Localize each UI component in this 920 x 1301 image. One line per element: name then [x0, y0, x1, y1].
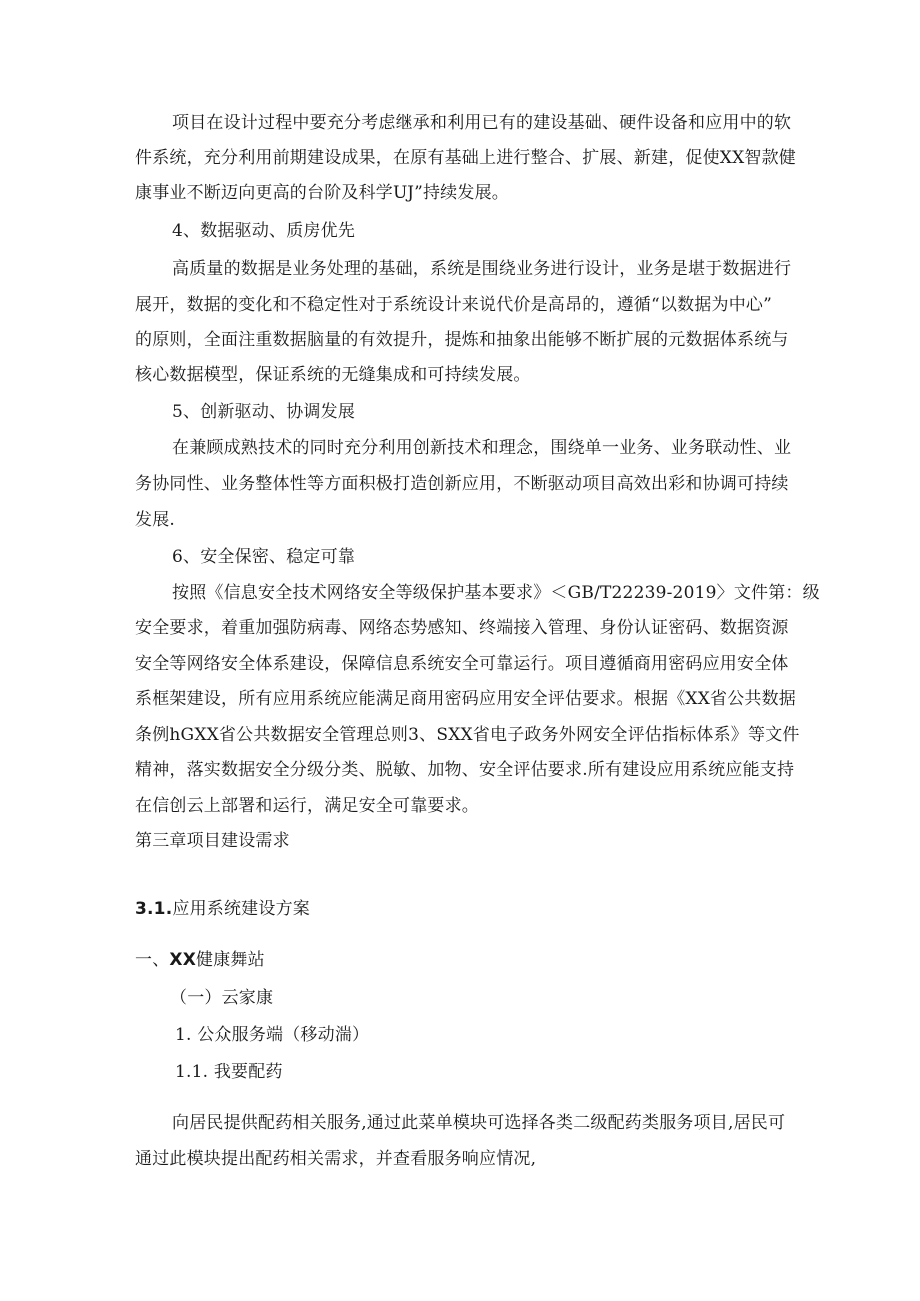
heading-4: 4、数据驱动、质房优先 — [172, 221, 356, 241]
paragraph-4-line-6: 精神，落实数据安全分级分类、脱敏、加物、安全评估要求.所有建设应用系统应能支持 — [135, 760, 795, 780]
sub-heading-3: 1.1. 我要配药 — [175, 1062, 283, 1082]
section-title: 应用系统建设方案 — [172, 899, 310, 919]
section-heading — [135, 898, 310, 920]
paragraph-5-line-1: 向居民提供配药相关服务,通过此菜单模块可选择各类二级配药类服务项目,居民可 — [172, 1113, 786, 1133]
heading-1-bold: XX — [169, 950, 197, 970]
heading-6: 6、安全保密、稳定可靠 — [172, 547, 356, 567]
section-number: 3.1. — [135, 899, 173, 919]
paragraph-3-line-2: 务协同性、业务整体性等方面积极打造创新应用，不断驱动项目高效出彩和协调可持续 — [135, 474, 789, 494]
paragraph-3-line-1: 在兼顾成熟技术的同时充分利用创新技术和理念，围绕单一业务、业务联动性、业 — [172, 438, 792, 458]
paragraph-2-line-3: 的原则，全面注重数据脑量的有效提升，提炼和抽象出能够不断扩展的元数据体系统与 — [135, 330, 789, 350]
paragraph-5-line-2: 通过此模块提出配药相关需求，并查看服务响应情况, — [135, 1149, 537, 1169]
paragraph-2-line-1: 高质量的数据是业务处理的基础，系统是围绕业务进行设计，业务是堪于数据进行 — [172, 259, 792, 279]
heading-1-text: 健康舞站 — [196, 950, 265, 970]
sub-heading-2: 1. 公众服务端（移动湍） — [175, 1025, 370, 1045]
paragraph-4-line-2: 安全要求，着重加强防病毒、网络态势感知、终端接入管理、身份认证密码、数据资源 — [135, 618, 789, 638]
paragraph-4-line-4: 系框架建设，所有应用系统应能满足商用密码应用安全评估要求。根据《XX省公共数据 — [135, 689, 797, 709]
paragraph-4-line-3: 安全等网络安全体系建设，保障信息系统安全可靠运行。项目遵循商用密码应用安全体 — [135, 654, 789, 674]
paragraph-1-line-2: 件系统，充分利用前期建设成果，在原有基础上进行整合、扩展、新建，促使XX智款健 — [135, 148, 797, 168]
paragraph-1-line-1: 项目在设计过程中要充分考虑继承和利用已有的建设基础、硬件设备和应用中的软 — [172, 113, 792, 133]
heading-5: 5、创新驱动、协调发展 — [172, 402, 356, 422]
heading-1-prefix: 一、 — [135, 950, 170, 970]
paragraph-4-line-7: 在信创云上部署和运行，满足安全可靠要求。 — [135, 796, 479, 816]
paragraph-4-line-1: 按照《信息安全技术网络安全等级保护基本要求》＜GB/T22239-2019〉文件第：级 — [172, 583, 820, 603]
heading-1 — [135, 949, 265, 971]
chapter-title: 第三章项目建设需求 — [135, 831, 290, 851]
sub-heading-1: （一）云家康 — [170, 988, 274, 1008]
paragraph-2-line-4: 核心数据模型，保证系统的无缝集成和可持续发展。 — [135, 365, 531, 385]
paragraph-2-line-2: 展开，数据的变化和不稳定性对于系统设计来说代价是高昂的，遵循“以数据为中心” — [135, 295, 772, 315]
paragraph-1-line-3: 康事业不断迈向更高的台阶及科学UJ”持续发展。 — [135, 183, 509, 203]
paragraph-4-line-5: 条例hGXX省公共数据安全管理总则3、SXX省电子政务外网安全评估指标体系》等文件 — [135, 725, 800, 745]
paragraph-3-line-3: 发展. — [135, 510, 176, 530]
